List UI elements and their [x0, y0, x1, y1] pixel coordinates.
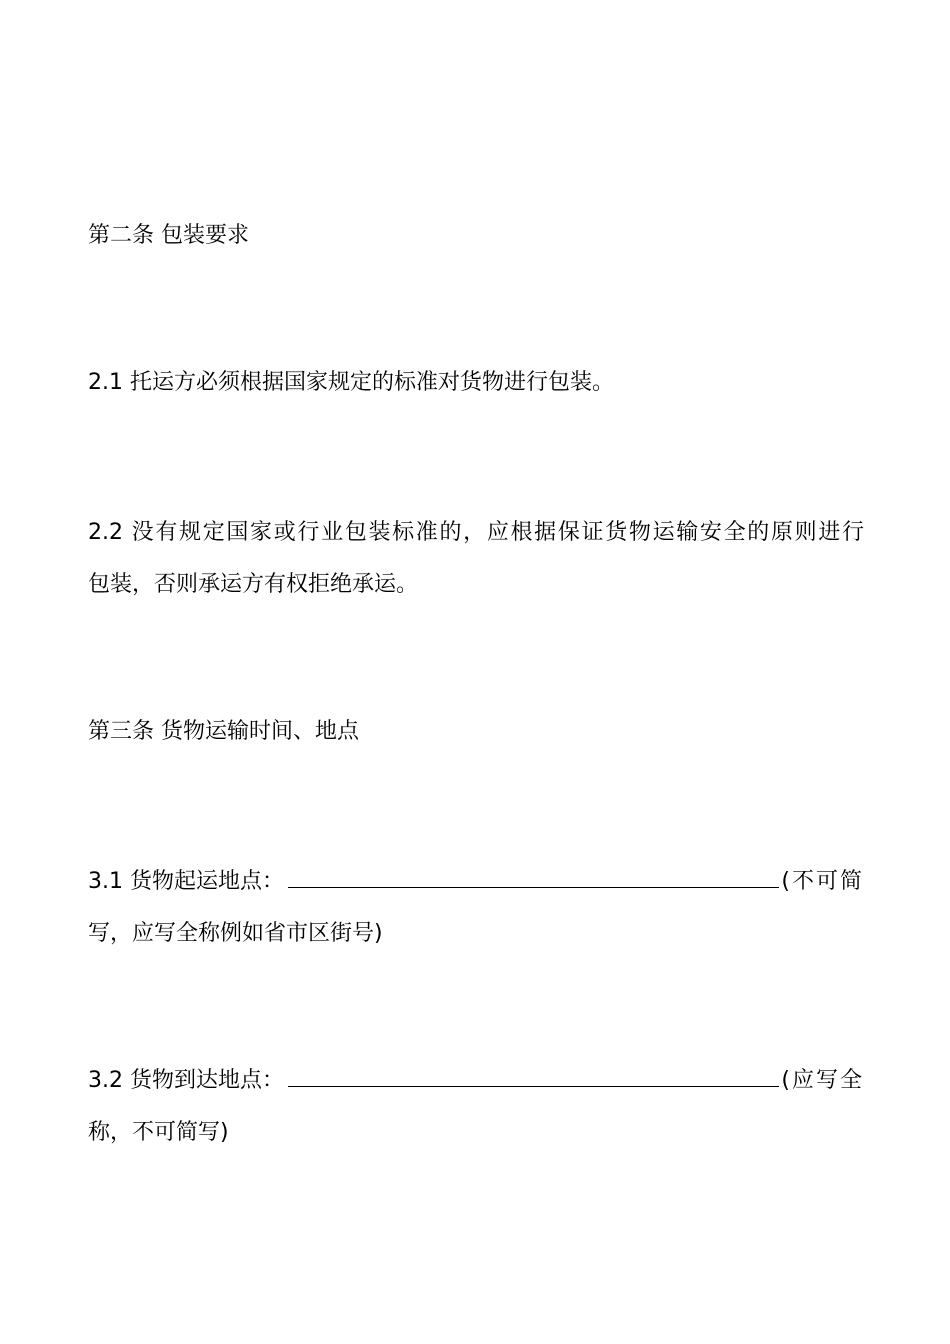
article-3-heading-text: 第三条 货物运输时间、地点	[88, 719, 359, 744]
clause-3-1	[88, 856, 864, 960]
article-2-heading-text: 第二条 包装要求	[88, 223, 249, 248]
clause-3-2	[88, 1055, 864, 1159]
clause-3-2-label: 3.2 货物到达地点：	[88, 1068, 284, 1093]
article-2-heading	[88, 210, 864, 262]
clause-3-2-note-start: (应写全	[781, 1068, 864, 1093]
clause-2-2	[88, 507, 864, 611]
arrival-location-blank[interactable]	[288, 1061, 779, 1087]
clause-3-2-line-1	[88, 1055, 864, 1107]
clause-3-1-label: 3.1 货物起运地点：	[88, 869, 284, 894]
article-3-heading	[88, 706, 864, 758]
clause-2-1-text: 2.1 托运方必须根据国家规定的标准对货物进行包装。	[88, 370, 614, 395]
clause-3-1-line-2: 写，应写全称例如省市区街号)	[88, 921, 383, 946]
departure-location-blank[interactable]	[288, 862, 779, 888]
clause-3-2-line-2: 称，不可简写)	[88, 1120, 229, 1145]
clause-2-2-line-1: 2.2 没有规定国家或行业包装标准的，应根据保证货物运输安全的原则进行	[88, 520, 864, 545]
clause-3-1-line-1	[88, 856, 864, 908]
clause-2-1	[88, 357, 864, 409]
clause-2-2-line-2: 包装，否则承运方有权拒绝承运。	[88, 572, 419, 597]
clause-3-1-note-start: (不可简	[781, 869, 864, 894]
